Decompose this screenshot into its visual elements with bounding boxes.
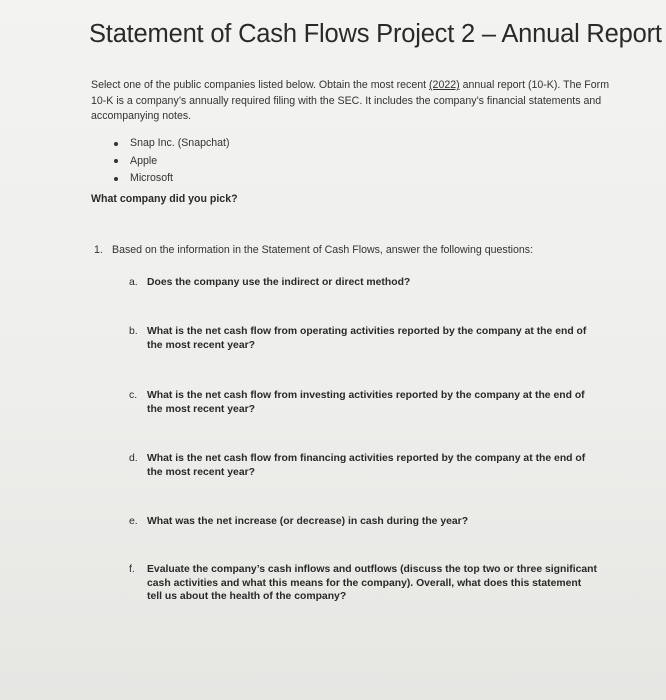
sub-question-letter: e. xyxy=(129,516,138,527)
sub-question-letter: d. xyxy=(129,453,138,464)
sub-question-text: What is the net cash flow from investing activities reported by the company at the end of the most recent year? xyxy=(147,390,585,415)
list-item: Snap Inc. (Snapchat) xyxy=(112,135,230,153)
sub-question-text: What is the net cash flow from financing activities reported by the company at the end of the most recent year? xyxy=(147,453,586,478)
sub-question-text: Evaluate the company’s cash inflows and outflows (discuss the top two or three significant cash activities and what this means for the company). Overall, what does this statement tell us about the health of the company? xyxy=(147,564,597,602)
sub-question-letter: a. xyxy=(129,277,138,288)
page-title: Statement of Cash Flows Project 2 – Annual Report xyxy=(89,20,662,48)
question-number: 1. xyxy=(94,244,103,256)
sub-question-f xyxy=(129,563,599,604)
sub-question-d xyxy=(129,452,599,479)
list-item: Microsoft xyxy=(112,170,230,188)
sub-question-text: Does the company use the indirect or direct method? xyxy=(147,277,411,288)
intro-paragraph xyxy=(91,78,611,125)
sub-question-text: What was the net increase (or decrease) in cash during the year? xyxy=(147,516,469,527)
question-text: Based on the information in the Statement of Cash Flows, answer the following questions: xyxy=(112,244,534,256)
sub-question-letter: f. xyxy=(129,564,135,575)
intro-year-highlight: (2022) xyxy=(429,79,460,91)
sub-question-letter: c. xyxy=(129,390,138,401)
intro-text-start: Select one of the public companies listed below. Obtain the most recent xyxy=(91,79,430,91)
sub-question-text: What is the net cash flow from operating activities reported by the company at the end of the most recent year? xyxy=(147,326,587,351)
sub-question-b xyxy=(129,325,599,352)
sub-question-e xyxy=(129,515,599,529)
sub-question-c xyxy=(129,389,599,416)
company-pick-prompt: What company did you pick? xyxy=(91,193,238,205)
sub-question-a xyxy=(129,276,599,290)
list-item: Apple xyxy=(112,153,230,171)
sub-question-letter: b. xyxy=(129,326,138,337)
company-list xyxy=(112,135,230,188)
question-1 xyxy=(94,244,533,256)
intro-text-end: annual report (10-K). The Form 10-K is a company’s annually required filing with the SEC. It includes the company’s financial statements and accompanying notes. xyxy=(91,79,610,122)
